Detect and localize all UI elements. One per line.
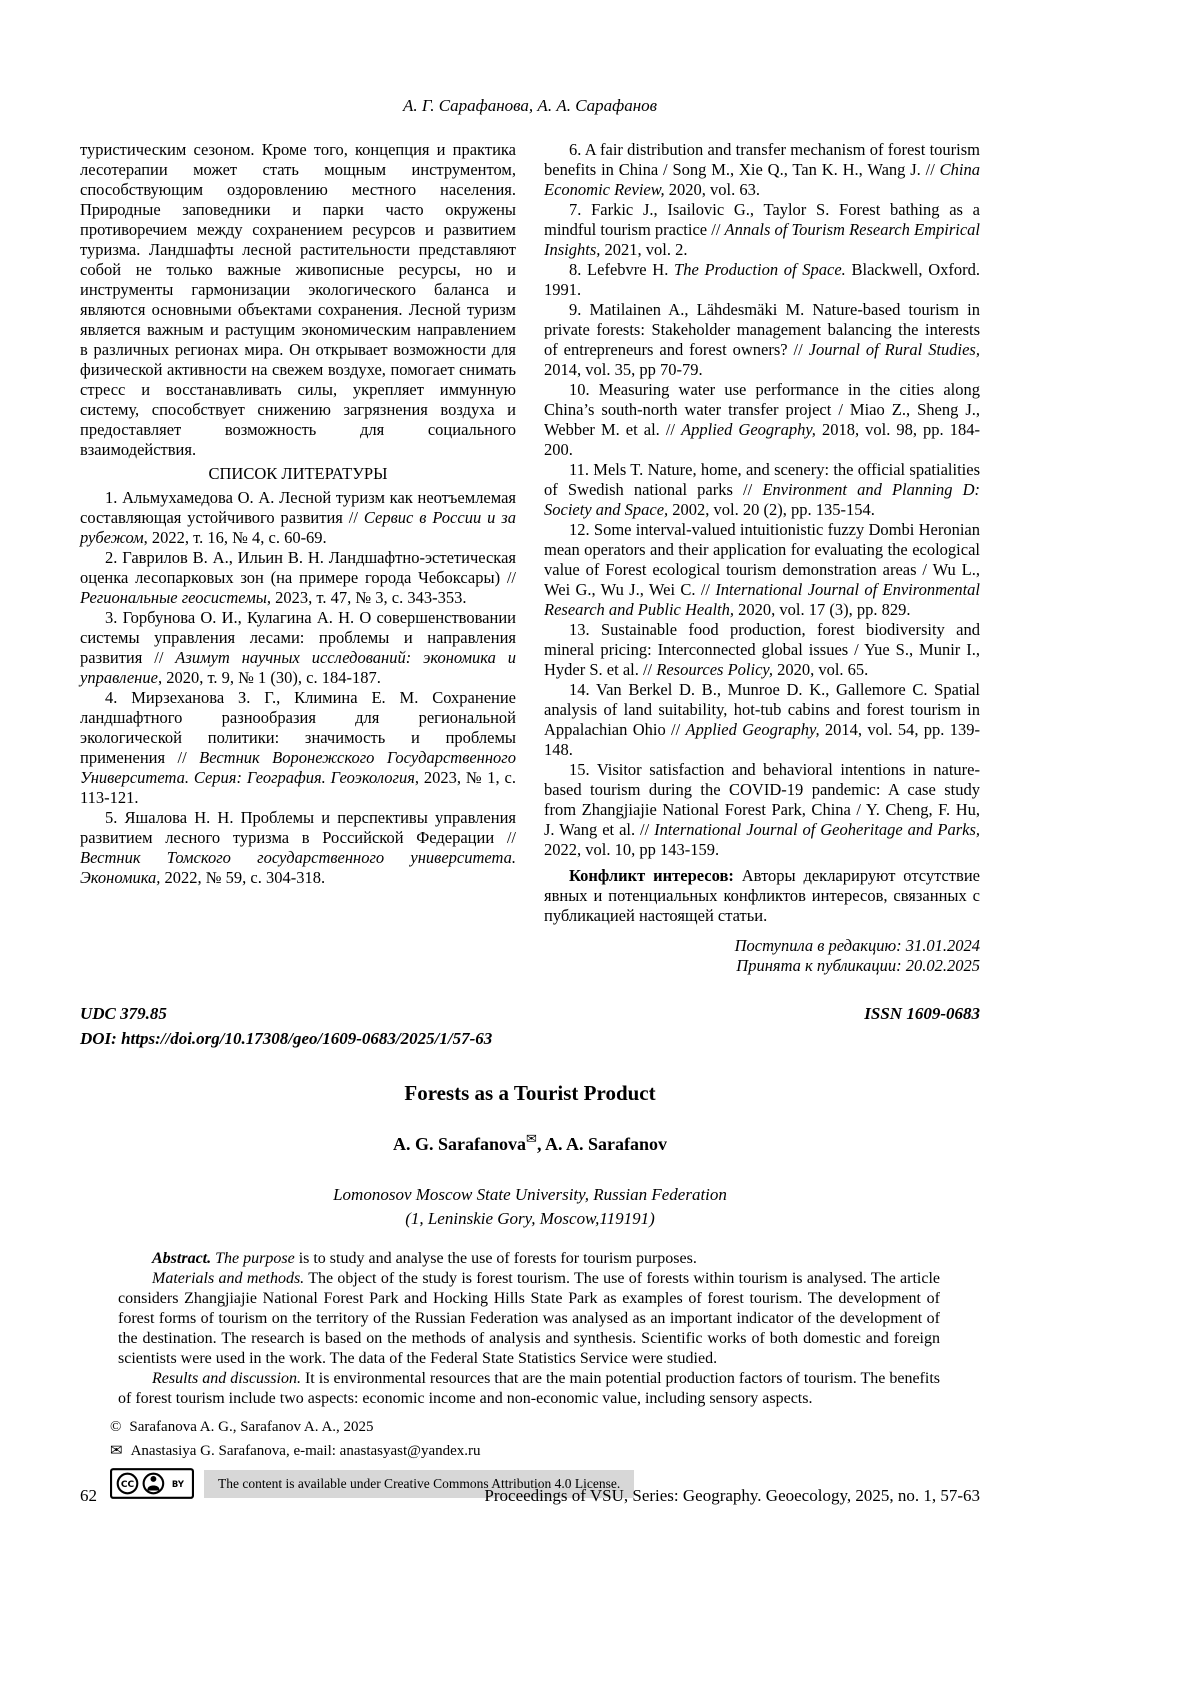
reference-item: 5. Яшалова Н. Н. Проблемы и перспективы управления развитием лесного туризма в Российской Федерации // Вестник Томского государственного университета. Экономика, 2022, № 59, с. 304-318.	[80, 808, 516, 887]
reference-item: 6. A fair distribution and transfer mechanism of forest tourism benefits in China / Song M., Xie Q., Tan K. H., Wang J. // China Economic Review, 2020, vol. 63.	[544, 140, 980, 199]
two-column-body	[80, 140, 980, 976]
reference-item: 8. Lefebvre H. The Production of Space. Blackwell, Oxford. 1991.	[544, 260, 980, 299]
affiliation-line2: (1, Leninskie Gory, Moscow,119191)	[405, 1209, 655, 1228]
references-heading: СПИСОК ЛИТЕРАТУРЫ	[208, 464, 388, 483]
references-list-en	[544, 140, 980, 860]
reference-item: 14. Van Berkel D. B., Munroe D. K., Gallemore C. Spatial analysis of land suitability, hot-tub cabins and forest tourism in Appalachian Ohio // Applied Geography, 2014, vol. 54, pp. 139-148.	[544, 680, 980, 759]
abstract-paragraph: Abstract. The purpose is to study and analyse the use of forests for tourism purposes.	[152, 1250, 697, 1267]
author-name-1: A. G. Sarafanova	[393, 1134, 527, 1154]
authors-line	[80, 1132, 980, 1155]
right-column	[544, 140, 980, 976]
author-name-2: , A. A. Sarafanov	[536, 1134, 667, 1154]
journal-footer: Proceedings of VSU, Series: Geography. Geoecology, 2025, no. 1, 57-63	[484, 1486, 980, 1505]
left-column	[80, 140, 516, 976]
running-head: А. Г. Сарафанова, А. А. Сарафанов	[402, 96, 658, 115]
conflict-of-interest: Конфликт интересов: Авторы декларируют отсутствие явных и потенциальных конфликтов интересов, связанных с публикацией настоящей статьи.	[544, 866, 980, 925]
email-line	[110, 1441, 980, 1460]
affiliation-line1: Lomonosov Moscow State University, Russian Federation	[333, 1185, 727, 1204]
copyright-icon: ©	[110, 1419, 122, 1435]
page-content	[80, 0, 980, 1499]
continuation-paragraph: туристическим сезоном. Кроме того, концепция и практика лесотерапии может стать мощным инструментом, способствующим оздоровлению местного населения. Природные заповедники и парки часто окружены противоречием между сохранением ресурсов и развитием туризма. Ландшафты лесной растительности представляют собой не только важные живописные ресурсы, но и инструменты гармонизации экологического баланса и являются основными объектами сохранения. Лесной туризм является важным и растущим экономическим направлением в различных регионах мира. Он открывает возможности для физической активности на свежем воздухе, помогает снимать стресс и восстанавливать силы, укрепляет иммунную систему, способствует снижению загрязнения воздуха и предоставляет возможность для социального взаимодействия.	[80, 140, 516, 459]
udc-code: UDC 379.85	[80, 1004, 167, 1023]
abstract-paragraph: Materials and methods. The object of the study is forest tourism. The use of forests within tourism is analysed. The article considers Zhangjiajie National Forest Park and Hocking Hills State Park as examples of forest tourism. The development of forest forms of tourism on the territory of the Russian Federation was analysed as an important indicator of the development of the destination. The research is based on the methods of analysis and synthesis. Scientific works of both domestic and foreign scientists were used in the work. The data of the Federal State Statistics Service were studied.	[118, 1270, 940, 1367]
accepted-date: Принята к публикации: 20.02.2025	[736, 956, 980, 975]
copyright-line	[110, 1419, 980, 1436]
issn-code: ISSN 1609-0683	[864, 1004, 980, 1023]
abstract-paragraph: Results and discussion. It is environmental resources that are the main potential production factors of tourism. The benefits of forest tourism include two aspects: economic income and non-economic value, including sensory aspects.	[118, 1370, 941, 1407]
reference-item: 15. Visitor satisfaction and behavioral intentions in nature-based tourism during the COVID-19 pandemic: A case study from Zhangjiajie National Forest Park, China / Y. Cheng, F. Hu, J. Wang et al. // International Journal of Geoheritage and Parks, 2022, vol. 10, pp 143-159.	[544, 760, 980, 859]
affiliation	[80, 1183, 980, 1231]
reference-item: 4. Мирзеханова З. Г., Климина Е. М. Сохранение ландшафтного разнообразия для региональной экологической политики: значимость и проблемы применения // Вестник Воронежского Государственного Университета. Серия: География. Геоэкология, 2023, № 1, с. 113-121.	[80, 688, 516, 807]
reference-item: 10. Measuring water use performance in the cities along China’s south-north water transfer project / Miao Z., Sheng J., Webber M. et al. // Applied Geography, 2018, vol. 98, pp. 184-200.	[544, 380, 980, 459]
page-number: 62	[80, 1486, 97, 1505]
reference-item: 9. Matilainen A., Lähdesmäki M. Nature-based tourism in private forests: Stakeholder management balancing the interests of entrepreneurs and forest owners? // Journal of Rural Studies, 2014, vol. 35, pp 70-79.	[544, 300, 980, 379]
reference-item: 3. Горбунова О. И., Кулагина А. Н. О совершенствовании системы управления лесами: проблемы и направления развития // Азимут научных исследований: экономика и управление, 2020, т. 9, № 1 (30), с. 184-187.	[80, 608, 516, 687]
reference-item: 13. Sustainable food production, forest biodiversity and mineral pricing: Interconnected global issues / Yue S., Munir I., Hyder S. et al. // Resources Policy, 2020, vol. 65.	[544, 620, 980, 679]
doi-line: DOI: https://doi.org/10.17308/geo/1609-0683/2025/1/57-63	[80, 1029, 493, 1048]
reference-item: 12. Some interval-valued intuitionistic fuzzy Dombi Heronian mean operators and their application for evaluating the ecological value of Forest ecological tourism demonstration areas / Wu L., Wei G., Wu J., Wei C. // International Journal of Environmental Research and Public Health, 2020, vol. 17 (3), pp. 829.	[544, 520, 980, 619]
envelope-icon: ✉	[110, 1441, 123, 1459]
reference-item: 2. Гаврилов В. А., Ильин В. Н. Ландшафтно-эстетическая оценка лесопарковых зон (на примере города Чебоксары) // Региональные геосистемы, 2023, т. 47, № 3, с. 343-353.	[80, 548, 516, 607]
reference-item: 7. Farkic J., Isailovic G., Taylor S. Forest bathing as a mindful tourism practice // Annals of Tourism Research Empirical Insights, 2021, vol. 2.	[544, 200, 980, 259]
copyright-text: Sarafanova A. G., Sarafanov A. A., 2025	[129, 1419, 374, 1435]
abstract	[118, 1249, 940, 1409]
article-header	[80, 1004, 980, 1409]
reference-item: 11. Mels T. Nature, home, and scenery: the official spatialities of Swedish national parks // Environment and Planning D: Society and Space, 2002, vol. 20 (2), pp. 135-154.	[544, 460, 980, 519]
page-footer	[80, 1486, 980, 1506]
email-text: Anastasiya G. Sarafanova, e-mail: anastasyast@yandex.ru	[130, 1443, 481, 1459]
received-date: Поступила в редакцию: 31.01.2024	[734, 936, 980, 955]
udc-issn-row	[80, 1004, 980, 1024]
references-list-ru	[80, 488, 516, 888]
envelope-icon: ✉	[526, 1132, 537, 1147]
license-text: The content is available under Creative Commons Attribution 4.0 License.	[218, 1475, 621, 1491]
cc-letters: CC	[120, 1480, 135, 1490]
article-title: Forests as a Tourist Product	[404, 1081, 656, 1105]
reference-item: 1. Альмухамедова О. А. Лесной туризм как неотъемлемая составляющая устойчивого развития // Сервис в России и за рубежом, 2022, т. 16, № 4, с. 60-69.	[80, 488, 516, 547]
by-letters: BY	[171, 1479, 184, 1489]
